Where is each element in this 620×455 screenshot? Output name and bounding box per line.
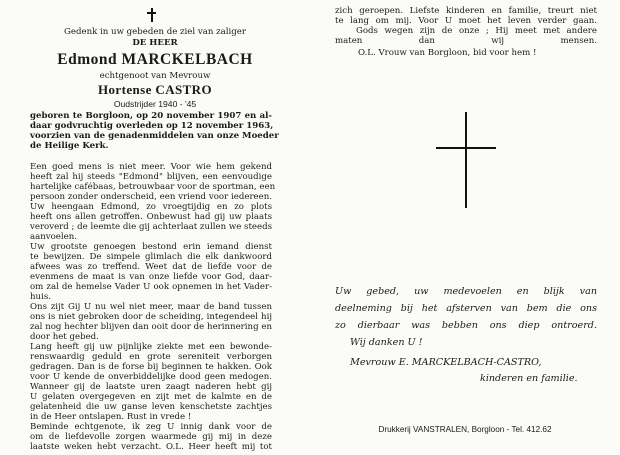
text-line: U gelaten overgegeven en zijt met de kalmte en de: [30, 392, 272, 402]
text-line: heeft zal hij steeds "Edmond" blijven, een eenvoudige: [30, 172, 272, 182]
cross-icon: [147, 8, 156, 22]
text-line: Beminde echtgenote, ik zeg U innig dank voor de: [30, 422, 272, 432]
veteran-line: Oudstrijder 1940 - '45: [113, 99, 197, 109]
text-line: veroverd ; de leemte die gij achterlaat zullen we steeds: [30, 222, 272, 232]
text-line: renswaardig geduld en grote sereniteit verborgen: [30, 352, 272, 362]
text-line: Lang heeft gij uw pijnlijke ziekte met een bewonde-: [30, 342, 272, 352]
text-line: Uw grootste genoegen bestond erin iemand dienst: [30, 242, 272, 252]
printer-line: Drukkerij VANSTRALEN, Borgloon - Tel. 412.62: [378, 425, 552, 434]
text-line: heeft ons allen getroffen. Onbewust had gij uw plaats: [30, 212, 272, 222]
text-line: Gods wegen zijn de onze ; Hij meet met andere: [356, 26, 597, 36]
prayer-line: O.L. Vrouw van Borgloon, bid voor hem !: [358, 48, 537, 58]
title-de-heer: DE HEER: [132, 38, 178, 48]
text-line: gelatenheid die uw ganse leven kenschetste zachtjes: [30, 402, 272, 412]
text-line: te bewijzen. De simpele glimlach die elk dankwoord: [30, 252, 272, 262]
text-line: aanvoelen.: [30, 232, 77, 242]
text-line: te lang om mij. Voor U moet het leven verder gaan.: [335, 16, 597, 26]
signature-sub: kinderen en familie.: [480, 373, 578, 384]
text-line: persoon zonder onderscheid, een vriend voor iedereen.: [30, 192, 272, 202]
text-line: gedragen. Dan is de forse bij beginnen te hakken. Ook: [30, 362, 272, 372]
spouse-intro: echtgenoot van Mevrouw: [99, 71, 211, 81]
text-line: zich geroepen. Liefste kinderen en familie, treurt niet: [335, 6, 597, 16]
text-line: laatste weken hebt verzacht. O.L. Heer heeft mij tot: [30, 442, 272, 452]
text-line: Ons zijt Gij U nu wel niet meer, maar de band tussen: [30, 302, 272, 312]
text-line: hartelijke cafébaas, betrouwbaar voor de sportman, een: [30, 182, 276, 192]
text-line: afwees was zo treffend. Weet dat de liefde voor de: [30, 262, 272, 272]
birth-line: de Heilige Kerk.: [30, 141, 109, 151]
cross-icon: [436, 112, 496, 208]
spouse-name: Hortense CASTRO: [98, 82, 212, 97]
text-line: door het gebed.: [30, 332, 99, 342]
thanks-line: deelneming bij het afsterven van bem die ons: [335, 303, 597, 314]
right-panel: [310, 0, 620, 455]
thanks-line: Wij danken U !: [350, 337, 423, 348]
text-line: huis.: [30, 292, 51, 302]
birth-line: geboren te Borgloon, op 20 november 1907 en al-: [30, 111, 272, 121]
text-line: ons is niet gebroken door de scheiding, integendeel hij: [30, 312, 272, 322]
text-line: Een goed mens is niet meer. Voor wie hem gekend: [30, 162, 272, 172]
deceased-name: Edmond MARCKELBACH: [57, 51, 253, 68]
text-line: in de Heer ontslapen. Rust in vrede !: [30, 412, 192, 422]
text-line: om zal de hemelse Vader U ook opnemen in het Vader-: [30, 282, 272, 292]
text-line: zal nog hechter blijven dan ooit door de herinnering en: [30, 322, 272, 332]
text-line: om de liefdevolle zorgen waarmede gij mij in deze: [30, 432, 272, 442]
prayer-header: Gedenk in uw gebeden de ziel van zaliger: [64, 27, 246, 37]
birth-line: daar godvruchtig overleden op 12 november 1963,: [30, 121, 274, 131]
text-line: Wanneer gij de laatste uren zaagt naderen hebt gij: [30, 382, 272, 392]
text-line: voor U kende de onverbiddelijke dood geen medogen.: [30, 372, 272, 382]
text-line: Uw heengaan Edmond, zo vroegtijdig en zo plots: [30, 202, 272, 212]
signature: Mevrouw E. MARCKELBACH-CASTRO,: [350, 357, 542, 368]
thanks-line: Uw gebed, uw medevoelen en blijk van: [335, 286, 597, 297]
text-line: evenmens de maat is van onze liefde voor God, daar-: [30, 272, 272, 282]
birth-line: voorzien van de genadenmiddelen van onze Moeder: [30, 131, 279, 141]
thanks-line: zo dierbaar was bebben ons diep ontroerd.: [335, 320, 597, 331]
text-line: maten dan wij mensen.: [335, 36, 597, 46]
